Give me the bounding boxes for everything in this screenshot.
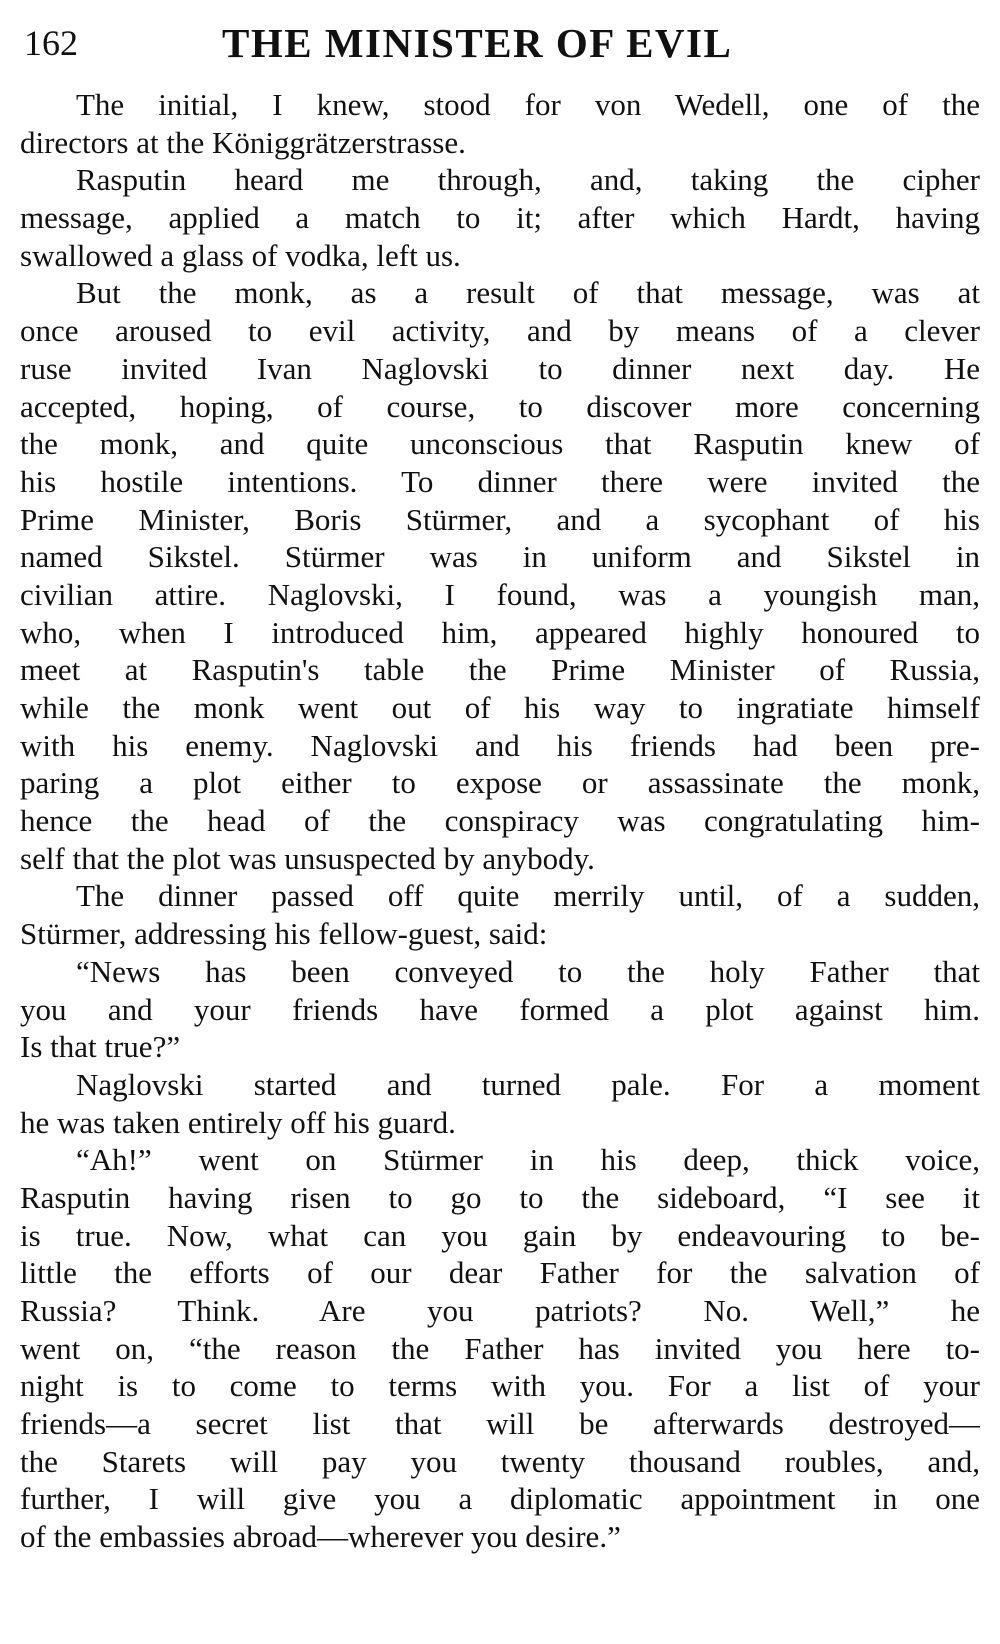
text-line: But the monk, as a result of that message, was at	[76, 275, 980, 311]
text-line: the Starets will pay you twenty thousand roubles, and,	[20, 1443, 980, 1479]
text-line: once aroused to evil activity, and by means of a clever	[20, 313, 980, 349]
text-line: little the efforts of our dear Father for the salvation of	[20, 1255, 980, 1291]
body-text	[20, 86, 980, 1556]
text-line: directors at the Königgrätzerstrasse.	[20, 124, 466, 160]
text-line: paring a plot either to expose or assassinate the monk,	[20, 765, 980, 801]
running-title: THE MINISTER OF EVIL	[222, 20, 733, 66]
text-line: you and your friends have formed a plot against him.	[20, 991, 980, 1027]
text-line: went on, “the reason the Father has invited you here to-	[20, 1330, 980, 1366]
text-line: civilian attire. Naglovski, I found, was a youngish man,	[20, 576, 980, 612]
text-line: is true. Now, what can you gain by endeavouring to be-	[20, 1217, 980, 1253]
text-line: meet at Rasputin's table the Prime Minister of Russia,	[20, 652, 980, 688]
text-line: he was taken entirely off his guard.	[20, 1104, 456, 1140]
text-line: while the monk went out of his way to ingratiate himself	[20, 690, 980, 725]
running-head	[0, 8, 1000, 78]
text-line: self that the plot was unsuspected by anybody.	[20, 840, 595, 876]
text-line: Rasputin having risen to go to the sideboard, “I see it	[20, 1179, 980, 1215]
text-line: Stürmer, addressing his fellow-guest, said:	[20, 916, 548, 952]
text-line: named Sikstel. Stürmer was in uniform and Sikstel in	[20, 539, 980, 575]
text-line: who, when I introduced him, appeared highly honoured to	[20, 614, 980, 650]
text-line: Russia? Think. Are you patriots? No. Well,” he	[20, 1293, 980, 1328]
text-line: Naglovski started and turned pale. For a moment	[76, 1066, 980, 1102]
text-line: message, applied a match to it; after which Hardt, having	[20, 200, 980, 236]
text-line: “News has been conveyed to the holy Father that	[76, 953, 980, 989]
text-line: with his enemy. Naglovski and his friends had been pre-	[20, 727, 980, 763]
text-line: his hostile intentions. To dinner there were invited the	[20, 463, 980, 499]
text-line: night is to come to terms with you. For a list of your	[20, 1368, 980, 1404]
text-line: accepted, hoping, of course, to discover more concerning	[20, 388, 980, 424]
text-line: “Ah!” went on Stürmer in his deep, thick voice,	[76, 1142, 980, 1178]
text-line: ruse invited Ivan Naglovski to dinner next day. He	[20, 350, 980, 386]
text-line: further, I will give you a diplomatic appointment in one	[20, 1481, 980, 1517]
text-line: hence the head of the conspiracy was congratulating him-	[20, 803, 980, 839]
text-line: the monk, and quite unconscious that Rasputin knew of	[20, 426, 980, 462]
page-number: 162	[24, 23, 78, 63]
text-line: Rasputin heard me through, and, taking the cipher	[76, 162, 980, 198]
text-line: friends—a secret list that will be afterwards destroyed—	[20, 1406, 980, 1442]
text-line: swallowed a glass of vodka, left us.	[20, 237, 461, 273]
text-line: Prime Minister, Boris Stürmer, and a sycophant of his	[20, 501, 980, 537]
text-line: Is that true?”	[20, 1029, 181, 1065]
text-line: of the embassies abroad—wherever you desire.”	[20, 1519, 621, 1555]
text-line: The initial, I knew, stood for von Wedell, one of the	[76, 87, 980, 122]
text-line: The dinner passed off quite merrily until, of a sudden,	[76, 878, 980, 914]
